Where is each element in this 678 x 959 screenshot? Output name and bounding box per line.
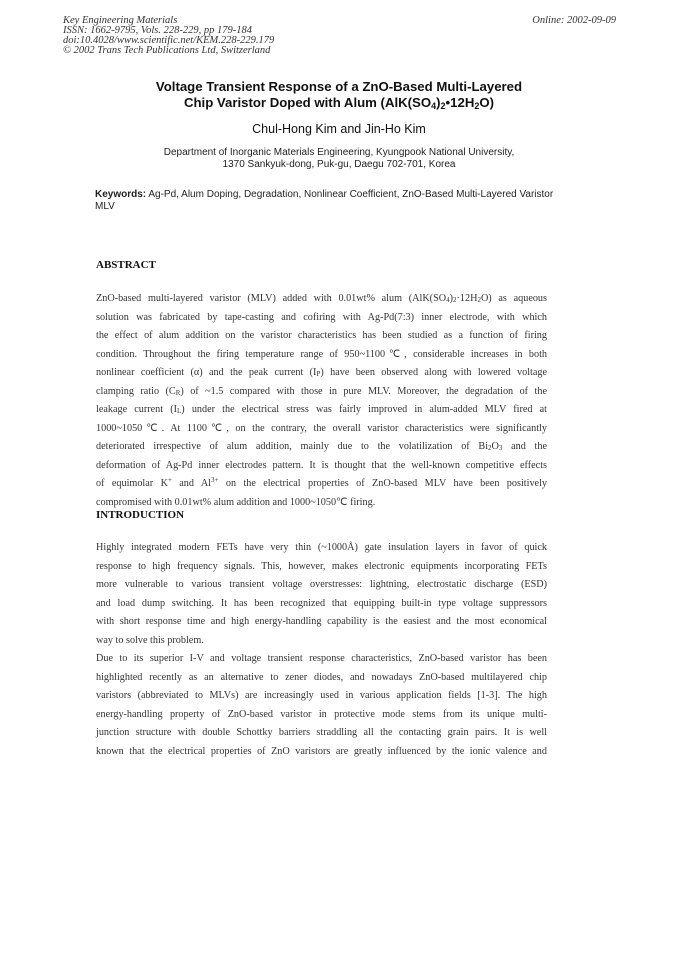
keywords <box>95 189 555 213</box>
introduction-heading: INTRODUCTION <box>96 509 185 521</box>
online-date: Online: 2002-09-09 <box>532 15 616 26</box>
intro-line: junction structure with double Schottky barriers straddling all the contacting grain pairs. It is well <box>96 727 547 739</box>
intro-line: with short response time and high energy-handling capability is the easiest and the most economical <box>96 616 547 628</box>
abstract-line: the effect of alum addition on the varistor characteristics has been studied as a function of firing <box>96 330 547 342</box>
title-line-1: Voltage Transient Response of a ZnO-Based Multi-Layered <box>155 79 523 94</box>
abstract-line: deteriorated irrespective of alum addition, mainly due to the volatilization of $Bi_2O_3$ and the <box>96 441 547 453</box>
intro-line: response to high frequency signals. This, however, makes electronic equipments incorporating FETs <box>96 560 547 572</box>
keywords-label: Keywords: <box>95 189 147 200</box>
intro-line: and load dump switching. It has been recognized that equipping built-in type voltage suppressors <box>96 597 547 609</box>
abstract-line: condition. Throughout the firing temperature range of 950~1100℃, considerable increases in both <box>96 348 547 360</box>
intro-line: way to solve this problem. <box>96 634 204 646</box>
abstract-line: deformation of Ag-Pd inner electrodes pattern. It is thought that the well-known competitive effects <box>96 459 547 471</box>
paper-title <box>0 79 678 111</box>
title-line-2: Chip Varistor Doped with Alum $(AlK(SO_4)_2•12H_2O)$ <box>183 95 495 111</box>
intro-line: Highly integrated modern FETs have very thin (~1000Å) gate insulation layers in favor of quick <box>96 542 547 553</box>
affiliation-line-1: Department of Inorganic Materials Engineering, Kyungpook National University, <box>163 147 515 158</box>
abstract-line: leakage current $(I_L)$ under the electrical stress was fairly improved in alum-added MLV fired at <box>96 404 547 416</box>
intro-line: energy-handling property of ZnO-based varistor in protective mode stems from its unique multi- <box>96 708 547 720</box>
intro-line: more vulnerable to various transient voltage overstresses: lightning, electrostatic discharge (ESD) <box>96 579 547 591</box>
journal-name: Key Engineering Materials <box>63 15 178 26</box>
abstract-line: ZnO-based multi-layered varistor (MLV) added with 0.01wt% alum $(AlK(SO_4)_2\cdot 12H_2O)$ as aqueous <box>96 293 547 304</box>
doi-line: doi:10.4028/www.scientific.net/KEM.228-229.179 <box>63 35 275 46</box>
abstract-body <box>96 290 547 513</box>
abstract-line: of equimolar K+ and $Al^{3+}$ on the electrical properties of ZnO-based MLV have been positively <box>96 476 547 490</box>
issn-line: ISSN: 1662-9795, Vols. 228-229, pp 179-184 <box>63 25 252 36</box>
abstract-line: compromised with 0.01wt% alum addition and 1000~1050℃ firing. <box>96 497 376 509</box>
copyright-line: © 2002 Trans Tech Publications Ltd, Switzerland <box>63 45 271 56</box>
abstract-line: clamping ratio $(C_R)$ of ~1.5 compared with those in pure MLV. Moreover, the degradation of the <box>96 385 547 397</box>
introduction-body <box>96 539 547 762</box>
intro-line: Due to its superior I-V and voltage transient response characteristics, ZnO-based varistor has been <box>96 653 547 665</box>
abstract-heading: ABSTRACT <box>96 259 156 271</box>
authors: Chul-Hong Kim and Jin-Ho Kim <box>252 122 426 136</box>
intro-line: highlighted recently as an alternative to zener diodes, and nowadays ZnO-based multilayered chip <box>96 671 547 683</box>
intro-line: varistors (abbreviated to MLVs) are increasingly used in various application fields [1-3]. The high <box>96 690 547 702</box>
affiliation <box>0 147 678 171</box>
journal-header <box>63 16 274 56</box>
abstract-line: nonlinear coefficient (α) and the peak current $(I_P)$ have been observed along with lowered voltage <box>96 367 547 379</box>
abstract-line: solution was fabricated by tape-casting and cofiring with Ag-Pd(7:3) inner electrode, with which <box>96 311 547 323</box>
affiliation-line-2: 1370 Sankyuk-dong, Puk-gu, Daegu 702-701, Korea <box>222 159 456 170</box>
intro-line: known that the electrical properties of ZnO varistors are greatly influenced by the ionic valence and <box>96 746 547 758</box>
abstract-line: 1000~1050℃. At 1100℃, on the contrary, the overall varistor characteristics were significantly <box>96 422 547 434</box>
keywords-text: Ag-Pd, Alum Doping, Degradation, Nonlinear Coefficient, ZnO-Based Multi-Layered Varistor MLV <box>95 189 554 212</box>
